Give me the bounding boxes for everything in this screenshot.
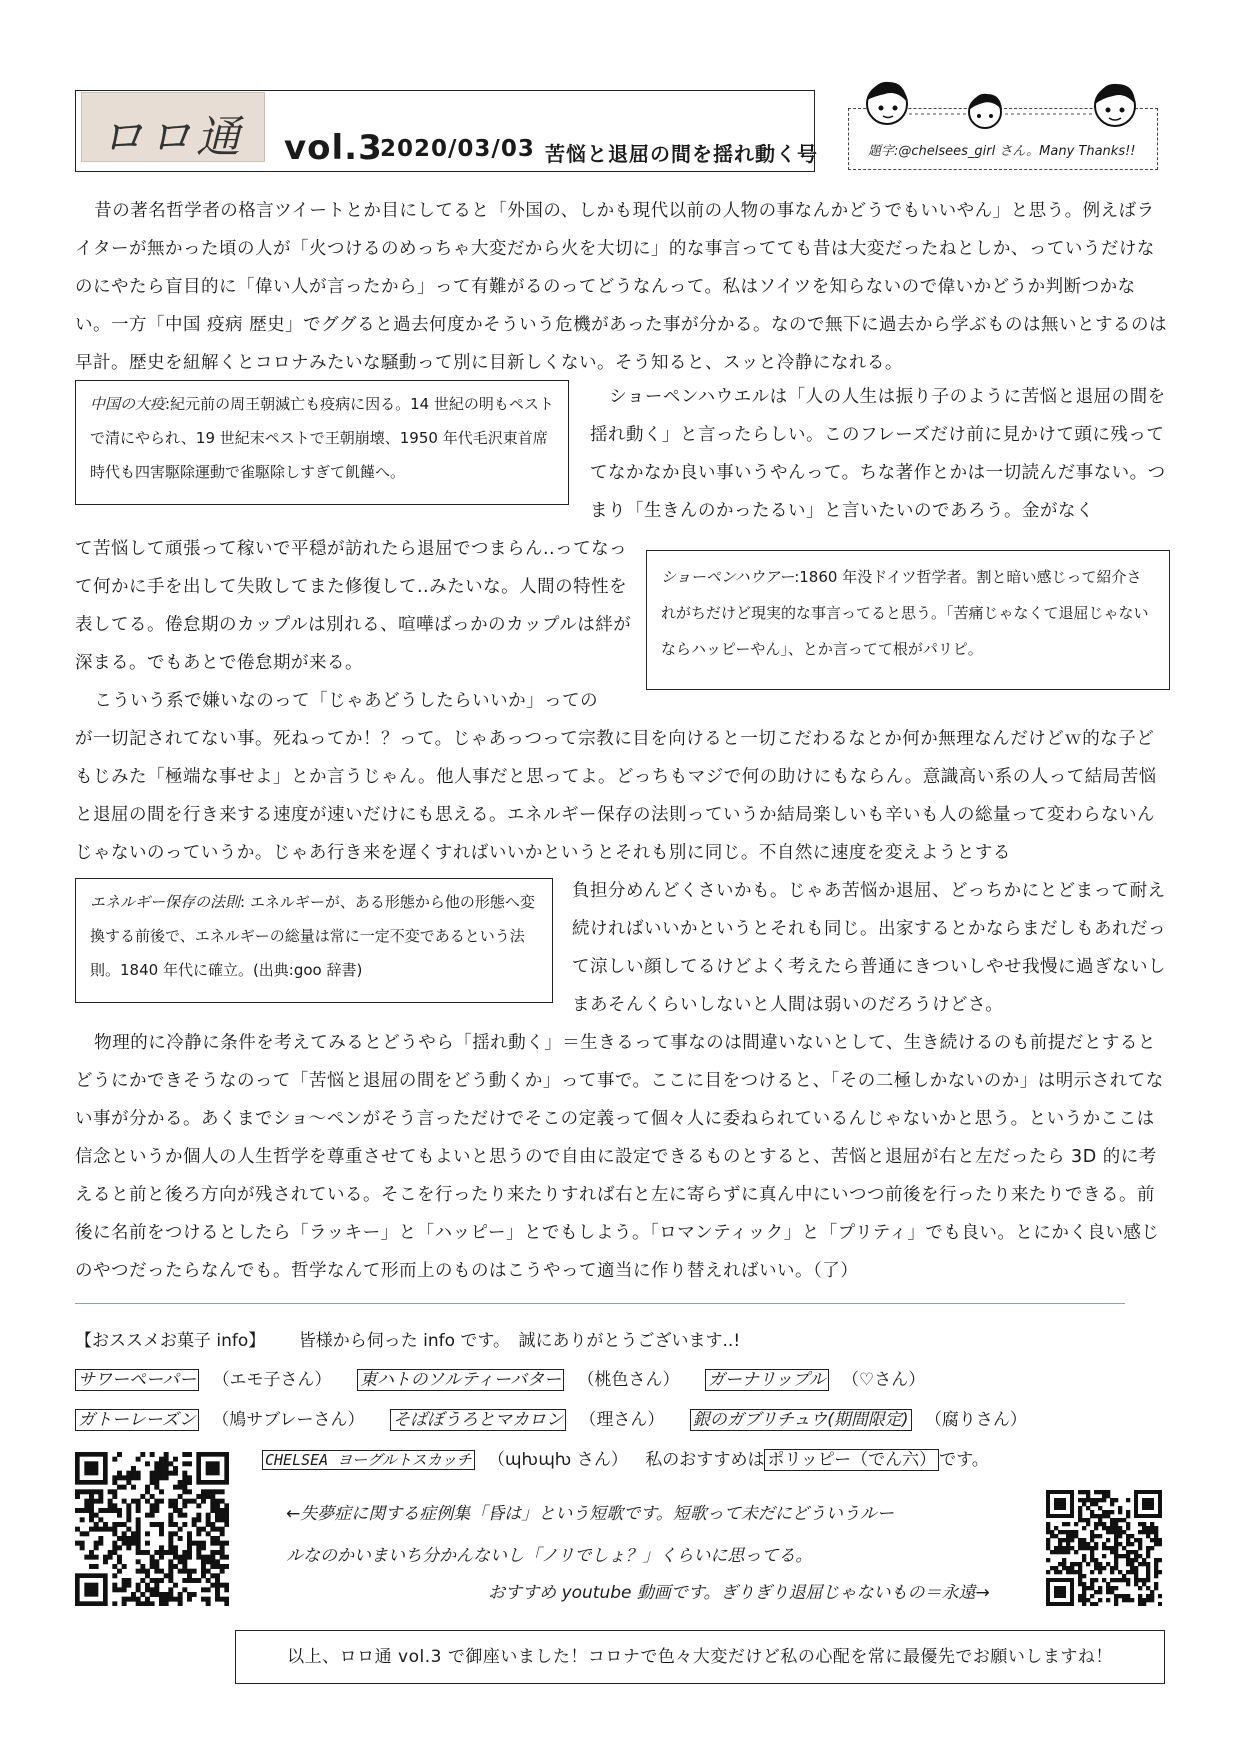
recommend-by: （エモ子さん） (212, 1370, 332, 1390)
recommend-item: CHELSEA ヨーグルトスカッチ (262, 1450, 475, 1470)
recommend-item: 東ハトのソルティーバター (357, 1369, 564, 1391)
logo (81, 92, 265, 162)
recommend-by: （腐りさん） (924, 1410, 1027, 1430)
recommend-row-2 (75, 1401, 1027, 1439)
qr-code-left[interactable] (75, 1452, 229, 1606)
note-energy-term: エネルギー保存の法則 (90, 893, 241, 911)
recommend-by: （桃色さん） (577, 1370, 680, 1390)
qr-left-caption (286, 1493, 1006, 1577)
paragraph-3b: が一切記されてない事。死ねってか！？って。じゃあっつって宗教に目を向けると一切こだわるなとか何か無理なんだけどｗ的な子どもじみた「極端な事せよ」とか言うじゃん。他人事だと思ってよ。どっちもマジで何の助けにもならん。意識高い系の人って結局苦悩と退屈の間を行き来する速度が速いだけにも思える。エネルギー保存の法則っていうか結局楽しいも辛いも人の総量って変わらないんじゃないのっていうか。じゃあ行き来を遅くすればいいかというとそれも別に同じ。不自然に速度を変えようとする (75, 729, 1157, 863)
recommend-by: （理さん） (579, 1410, 665, 1430)
qr-right-caption: おすすめ youtube 動画です。ぎりぎり退屈じゃないもの＝永遠→ (488, 1583, 990, 1603)
recommend-item: ガーナリップル (705, 1369, 829, 1391)
recommend-intro: 皆様から伺った info です。 誠にありがとうございます..! (298, 1331, 741, 1351)
note-schopenhauer (646, 550, 1170, 690)
paragraph-4: 物理的に冷静に条件を考えてみるとどうやら「揺れ動く」＝生きるって事なのは間違いないとして、生き続けるのも前提だとするとどうにかできそうなのって「苦悩と退屈の間をどう動くか」って事で。ここに目をつけると、「その二極しかないのか」は明示されてない事が分かる。あくまでショ～ペンがそう言っただけでそこの定義って個々人に委ねられているんじゃないかと思う。というかここは信念というか個人の人生哲学を尊重させてもよいと思うので自由に設定できるものとすると、苦悩と退屈が右と左だったら 3D 的に考えると前と後ろ方向が残されている。そこを行ったり来たりすれば右と左に寄らずに真ん中にいつつ前後を行ったり来たりできる。前後に名前をつけるとしたら「ラッキー」と「ハッピー」とでもしよう。「ロマンティック」と「プリティ」でも良い。とにかく良い感じのやつだったらなんでも。哲学なんて形而上のものはこうやって適当に作り替えればいい。（了） (75, 1033, 1164, 1281)
recommend-by: （♡さん） (841, 1370, 926, 1390)
paragraph-1: 昔の著名哲学者の格言ツイートとか目にしてると「外国の、しかも現代以前の人物の事なんかどうでもいいやん」と思う。例えばライターが無かった頃の人が「火つけるのめっちゃ大変だから火を大切に」的な事言ってても昔は大変だったねとしか、っていうだけなのにやたら盲目的に「偉い人が言ったから」って有難がるのってどうなんって。私はソイツを知らないので偉いかどうか判断つかない。一方「中国 疫病 歴史」でググると過去何度かそういう危機があった事が分かる。なので無下に過去から学ぶものは無いとするのは早計。歴史を紐解くとコロナみたいな騒動って別に目新しくない。そう知ると、スッと冷静になれる。 (75, 201, 1167, 373)
recommend-row-1 (75, 1361, 925, 1399)
recommend-item: そばぼうろとマカロン (390, 1409, 566, 1431)
issue-date: 2020/03/03 (380, 136, 535, 162)
recommend-mine-prefix: 私のおすすめは (645, 1450, 765, 1470)
footer-text: 以上、ロロ通 vol.3 で御座いました！コロナで色々大変だけど私の心配を常に最優先でお願いしますね！ (287, 1647, 1113, 1667)
note-china-text: :紀元前の周王朝滅亡も疫病に因る。14 世紀の明もペストで清にやられ、19 世紀末ペストで王朝崩壊、1950 年代毛沢東首席時代も四害駆除運動で雀駆除しすぎて飢饉へ。 (90, 395, 554, 481)
note-schopen-text: :1860 年没ドイツ哲学者。割と暗い感じって紹介されがちだけど現実的な事言ってると思う。「苦痛じゃなくて退屈じゃないならハッピーやん」、とか言ってて根がパリピ。 (661, 568, 1149, 658)
recommend-mine-suffix: です。 (939, 1450, 989, 1470)
recommend-item: サワーペーパー (75, 1369, 199, 1391)
faces-illustration (845, 76, 1165, 136)
qr-code-right[interactable] (1046, 1490, 1162, 1606)
footer-box (235, 1630, 1165, 1684)
recommend-by: （ɰƕɰƕ さん） (487, 1450, 628, 1470)
recommend-by: （鳩サブレーさん） (212, 1410, 365, 1430)
note-energy (75, 878, 553, 1003)
issue-title: 苦悩と退屈の間を揺れ動く号 (545, 142, 818, 166)
recommend-header (75, 1322, 740, 1360)
logo-text: ロロ通 (100, 112, 244, 163)
recommend-mine-item: ポリッピー（でん六） (764, 1449, 939, 1471)
paragraph-2a: ショーペンハウエルは「人の人生は振り子のように苦悩と退屈の間を揺れ動く」と言ったらしい。このフレーズだけ前に見かけて頭に残っててなかなか良い事いうやんって。ちな著作とかは一切読んだ事ない。つまり「生きんのかったるい」と言いたいのであろう。金がなく (590, 387, 1166, 521)
recommend-heading: 【おススメお菓子 info】 (75, 1331, 266, 1351)
paragraph-3a: こういう系で嫌いなのって「じゃあどうしたらいいか」っての (94, 691, 599, 711)
note-energy-text: : エネルギーが、ある形態から他の形態へ変換する前後で、エネルギーの総量は常に一定不変であるという法則。1840 年代に確立。(出典:goo 辞書) (90, 893, 535, 979)
note-china-term: 中国の大疫 (90, 395, 166, 413)
note-schopen-term: ショーペンハウアー (661, 568, 795, 586)
qr-left-line-1: ←失夢症に関する症例集「昏は」という短歌です。短歌って未だにどういうルー (286, 1504, 894, 1524)
paragraph-3c: 負担分めんどくさいかも。じゃあ苦悩か退屈、どっちかにとどまって耐え続ければいいかというとそれも同じ。出家するとかならまだしもあれだって涼しい顔してるけどよく考えたら普通にきついしやせ我慢に過ぎないしまあそんくらいしないと人間は弱いのだろうけどさ。 (572, 881, 1166, 1015)
recommend-row-3 (262, 1441, 989, 1479)
qr-left-line-2: ルなのかいまいち分かんないし「ノリでしょ？」くらいに思ってる。 (286, 1546, 813, 1566)
section-divider (75, 1303, 1125, 1304)
paragraph-2b: て苦悩して頑張って稼いで平穏が訪れたら退屈でつまらん..ってなって何かに手を出して失敗してまた修復して..みたいな。人間の特性を表してる。倦怠期のカップルは別れる、喧嘩ばっかのカップルは絆が深まる。でもあとで倦怠期が来る。 (75, 539, 632, 673)
note-china (75, 380, 569, 505)
issue-vol: vol.3 (284, 128, 383, 168)
recommend-item: 銀のガブリチュウ(期間限定) (690, 1409, 912, 1431)
credit-text: 題字:@chelsees_girl さん。Many Thanks!! (868, 144, 1136, 159)
recommend-item: ガトーレーズン (75, 1409, 199, 1431)
